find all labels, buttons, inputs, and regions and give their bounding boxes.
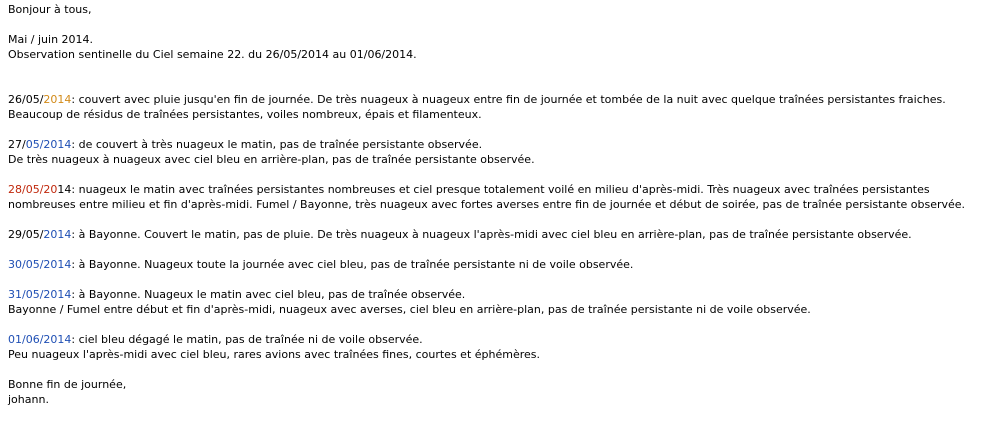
entry-date: 27/	[8, 138, 26, 151]
spacer	[8, 17, 1000, 32]
entry-31-05	[8, 287, 1000, 317]
entry-date: 31/05/2014	[8, 288, 72, 301]
intro-line-title: Observation sentinelle du Ciel semaine 22. du 26/05/2014 au 01/06/2014.	[8, 48, 417, 61]
entry-text: couvert avec pluie jusqu'en fin de journée. De très nuageux à nuageux entre fin de journée et tombée de la nuit avec quelque traînées persistantes fraiches.	[75, 93, 946, 106]
entry-date: 30/05/2014	[8, 258, 72, 271]
entry-date: 01/06/2014	[8, 333, 72, 346]
entry-date-year: 14	[57, 183, 72, 196]
spacer	[8, 317, 1000, 332]
signature: johann.	[8, 393, 49, 406]
entry-colon: :	[71, 138, 76, 151]
entry-colon: :	[71, 93, 76, 106]
entry-text-continued: De très nuageux à nuageux avec ciel bleu en arrière-plan, pas de traînée persistante observée.	[8, 153, 535, 166]
entry-colon: :	[71, 183, 76, 196]
entry-28-05	[8, 182, 1000, 212]
entry-30-05	[8, 257, 1000, 272]
entry-line	[8, 257, 1000, 272]
entry-colon: :	[71, 333, 76, 346]
entry-text: à Bayonne. Nuageux toute la journée avec ciel bleu, pas de traînée persistante ni de voile observée.	[75, 258, 634, 271]
spacer	[8, 122, 1000, 137]
entry-date: 26/05/	[8, 93, 44, 106]
entry-text-continued: Beaucoup de résidus de traînées persistantes, voiles nombreux, épais et filamenteux.	[8, 108, 482, 121]
entry-date: 28/05/20	[8, 183, 58, 196]
spacer	[8, 167, 1000, 182]
entry-text-continued: Bayonne / Fumel entre début et fin d'après-midi, nuageux avec averses, ciel bleu en arrière-plan, pas de traînée persistante ni de voile observée.	[8, 303, 811, 316]
entry-line	[8, 92, 1000, 107]
entry-date: 29/05/	[8, 228, 44, 241]
spacer	[8, 272, 1000, 287]
entry-date-year: 2014	[43, 93, 72, 106]
entry-text-continued: Peu nuageux l'après-midi avec ciel bleu, rares avions avec traînées fines, courtes et éphémères.	[8, 348, 541, 361]
greeting: Bonjour à tous,	[8, 3, 92, 16]
entry-colon: :	[71, 258, 76, 271]
entry-text: nuageux le matin avec traînées persistantes nombreuses et ciel presque totalement voilé en milieu d'après-midi. Très nuageux avec traînées persistantes nombreuses entre milieu et fin d'après-midi. Fumel / Bayonne, très nuageux avec fortes averses entre fin de journée et début de soirée, pas de traînée persistante observée.	[8, 183, 966, 211]
spacer	[8, 212, 1000, 227]
entry-colon: :	[71, 228, 76, 241]
entry-text: à Bayonne. Couvert le matin, pas de pluie. De très nuageux à nuageux l'après-midi avec ciel bleu en arrière-plan, pas de traînée persistante observée.	[75, 228, 912, 241]
entry-text: ciel bleu dégagé le matin, pas de traînée ni de voile observée.	[75, 333, 423, 346]
entry-26-05	[8, 92, 1000, 122]
entry-line	[8, 287, 1000, 302]
entry-29-05	[8, 227, 1000, 242]
entry-line	[8, 182, 1000, 212]
intro-line-period: Mai / juin 2014.	[8, 33, 94, 46]
spacer	[8, 62, 1000, 92]
message-body	[8, 2, 1000, 407]
entry-text: de couvert à très nuageux le matin, pas de traînée persistante observée.	[75, 138, 483, 151]
entry-01-06	[8, 332, 1000, 362]
entry-colon: :	[71, 288, 76, 301]
entry-27-05	[8, 137, 1000, 167]
entry-line	[8, 137, 1000, 152]
spacer	[8, 242, 1000, 257]
entry-line	[8, 332, 1000, 347]
closing-line: Bonne fin de journée,	[8, 378, 127, 391]
entry-date-year: 05/2014	[25, 138, 72, 151]
entry-date-year: 2014	[43, 228, 72, 241]
spacer	[8, 362, 1000, 377]
entry-line	[8, 227, 1000, 242]
entry-text: à Bayonne. Nuageux le matin avec ciel bleu, pas de traînée observée.	[75, 288, 466, 301]
